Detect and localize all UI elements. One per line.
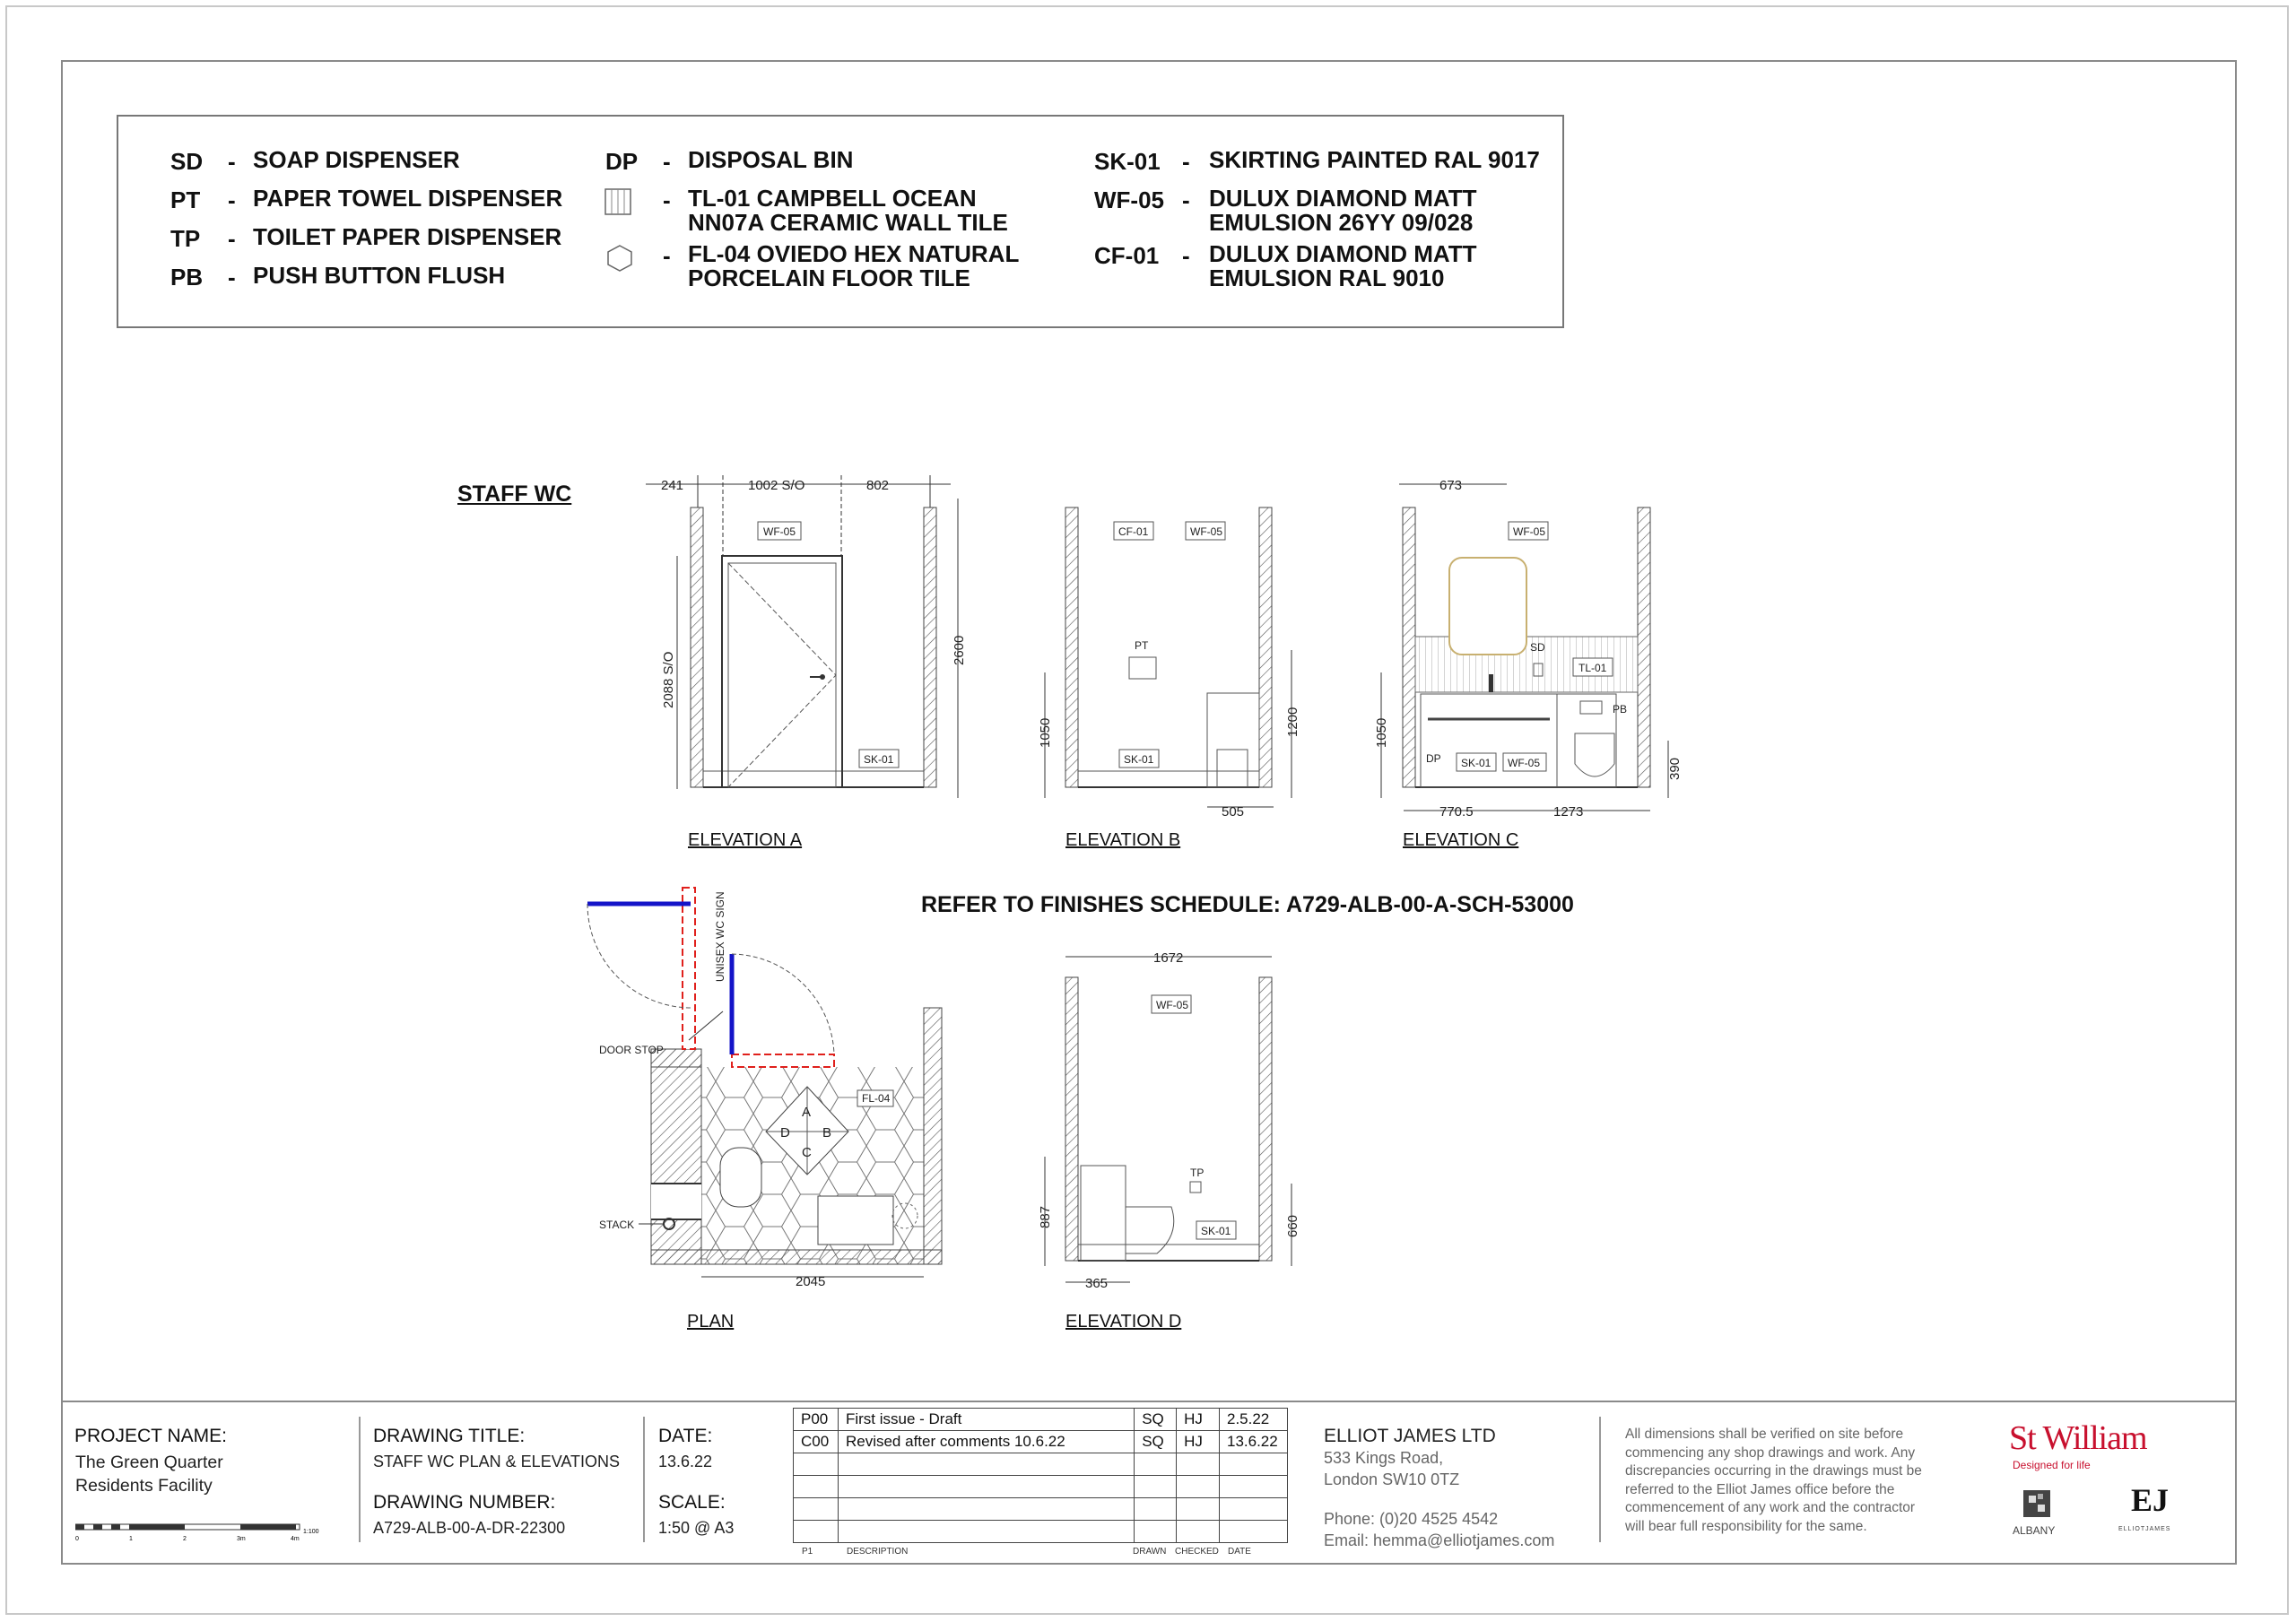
tag-a-sk: SK-01: [864, 753, 894, 766]
legend-code: SD: [170, 148, 204, 175]
legend-desc: PUSH BUTTON FLUSH: [253, 262, 506, 289]
tag-b-pt: PT: [1135, 639, 1149, 652]
albany-logo-text: ALBANY: [2013, 1524, 2056, 1537]
rev-desc: [838, 1521, 1134, 1543]
legend-code: TP: [170, 225, 201, 252]
rev-date: 13.6.22: [1220, 1431, 1288, 1453]
rev-drawn: SQ: [1135, 1409, 1177, 1431]
tag-c-wf: WF-05: [1513, 525, 1545, 538]
refer-note: REFER TO FINISHES SCHEDULE: A729-ALB-00-A-SCH-53000: [921, 892, 1574, 917]
plan-door-stop: DOOR STOP: [599, 1044, 664, 1056]
dim-c-top: 673: [1439, 478, 1463, 493]
plan-label: PLAN: [687, 1312, 735, 1331]
tag-b-sk: SK-01: [1124, 753, 1154, 766]
legend-dash: -: [1182, 148, 1190, 175]
rev-header-drawn: DRAWN: [1133, 1547, 1167, 1557]
dim-b-h2: 1200: [1285, 707, 1300, 737]
rev-desc: [838, 1498, 1134, 1521]
drawing-title: STAFF WC PLAN & ELEVATIONS: [373, 1453, 621, 1470]
dim-d-h1: 887: [1038, 1205, 1053, 1228]
rev-header-p: P1: [802, 1547, 813, 1557]
plan-tile-b: B: [822, 1125, 832, 1141]
rev-drawn: [1135, 1476, 1177, 1498]
plan-tile-d: D: [780, 1125, 790, 1141]
scale-tick: 4m: [291, 1536, 300, 1542]
rev-id: P00: [794, 1409, 839, 1431]
rev-header-desc: DESCRIPTION: [847, 1547, 909, 1557]
dim-b-h1: 1050: [1038, 717, 1053, 748]
dim-a-left: 241: [661, 478, 684, 493]
rev-date: [1220, 1453, 1288, 1476]
rev-id: [794, 1453, 839, 1476]
rev-desc: [838, 1476, 1134, 1498]
legend-code: PT: [170, 186, 201, 213]
elevation-a-label: ELEVATION A: [688, 830, 803, 850]
scale-tick: 0: [75, 1536, 79, 1542]
revision-row: [794, 1498, 1288, 1521]
tag-c-tl: TL-01: [1578, 662, 1607, 674]
drawing-number: A729-ALB-00-A-DR-22300: [373, 1519, 566, 1537]
rev-date: [1220, 1476, 1288, 1498]
revision-row: [794, 1409, 1288, 1431]
legend-desc: TOILET PAPER DISPENSER: [253, 223, 562, 250]
scale-tick: 3m: [237, 1536, 246, 1542]
rev-date: 2.5.22: [1220, 1409, 1288, 1431]
tag-c-sd: SD: [1530, 641, 1545, 654]
legend-desc: SOAP DISPENSER: [253, 146, 460, 173]
tag-c-sk: SK-01: [1461, 757, 1492, 769]
plan: [587, 888, 942, 1277]
scale-tick: 1: [129, 1536, 133, 1542]
tb-separator: [1599, 1417, 1601, 1542]
dim-a-right: 802: [866, 478, 890, 493]
legend-dash: -: [228, 186, 236, 213]
legend-desc: TL-01 CAMPBELL OCEAN NN07A CERAMIC WALL TILE: [688, 185, 1008, 236]
rev-drawn: [1135, 1521, 1177, 1543]
project-name-2: Residents Facility: [75, 1476, 213, 1496]
plan-fl: FL-04: [862, 1092, 891, 1105]
date-label: DATE:: [658, 1426, 713, 1446]
revision-row: [794, 1431, 1288, 1453]
company-name: ELLIOT JAMES LTD: [1324, 1426, 1496, 1446]
rev-header-checked: CHECKED: [1175, 1547, 1219, 1557]
tag-b-wf: WF-05: [1190, 525, 1222, 538]
elevation-b-label: ELEVATION B: [1065, 830, 1181, 850]
dim-a-height: 2600: [952, 635, 967, 665]
section-heading: STAFF WC: [457, 481, 572, 507]
legend-code: CF-01: [1094, 242, 1160, 269]
dim-plan-w: 2045: [796, 1274, 826, 1289]
plan-tile-c: C: [802, 1145, 812, 1160]
legend-desc: PAPER TOWEL DISPENSER: [253, 185, 563, 212]
rev-checked: [1177, 1521, 1220, 1543]
disclaimer-note: All dimensions shall be verified on site before commencing any shop drawings and work. Any discrepancies occurring in the drawings must be referred to the Elliot James office before the commencement of any work and the contractor will bear full responsibility for the same.: [1625, 1427, 1922, 1534]
dim-c-b1: 770.5: [1439, 804, 1474, 820]
scale-tick: 2: [183, 1536, 187, 1542]
dim-b-w: 505: [1222, 804, 1245, 820]
legend-dash: -: [663, 186, 671, 213]
stwilliam-logo: St William: [2009, 1419, 2147, 1457]
legend-dash: -: [228, 264, 236, 291]
legend-dash: -: [663, 148, 671, 175]
plan-sign-label: UNISEX WC SIGN: [714, 891, 726, 982]
ej-logo-text: ELLIOTJAMES: [2118, 1526, 2171, 1532]
rev-desc: [838, 1453, 1134, 1476]
scale-ratio: 1:100: [303, 1529, 319, 1535]
tag-d-sk: SK-01: [1201, 1225, 1231, 1237]
ej-logo: EJ: [2131, 1482, 2170, 1518]
rev-checked: [1177, 1476, 1220, 1498]
tag-d-wf: WF-05: [1156, 999, 1188, 1011]
tag-a-wf: WF-05: [763, 525, 796, 538]
rev-drawn: [1135, 1498, 1177, 1521]
dim-a-door: 1002 S/O: [748, 478, 805, 493]
plan-tile-a: A: [802, 1105, 812, 1120]
rev-checked: [1177, 1498, 1220, 1521]
date-value: 13.6.22: [658, 1453, 713, 1470]
tag-c-pb: PB: [1613, 703, 1628, 716]
plan-stack: STACK: [599, 1219, 635, 1231]
legend-dash: -: [663, 242, 671, 269]
legend-dash: -: [228, 225, 236, 252]
scale-value: 1:50 @ A3: [658, 1519, 735, 1537]
revision-row: [794, 1453, 1288, 1476]
rev-id: [794, 1521, 839, 1543]
scale-bar: [75, 1521, 344, 1542]
rev-desc: Revised after comments 10.6.22: [838, 1431, 1134, 1453]
titleblock-divider: [61, 1401, 2237, 1402]
project-name-label: PROJECT NAME:: [74, 1426, 227, 1446]
company-address-2: London SW10 0TZ: [1324, 1470, 1460, 1488]
dim-c-b2: 1273: [1553, 804, 1584, 820]
dim-d-w: 1672: [1153, 950, 1184, 966]
rev-drawn: [1135, 1453, 1177, 1476]
rev-checked: HJ: [1177, 1409, 1220, 1431]
legend-desc: FL-04 OVIEDO HEX NATURAL PORCELAIN FLOOR TILE: [688, 240, 1020, 291]
elevation-b: [1045, 507, 1292, 807]
revision-row: [794, 1521, 1288, 1543]
revision-table: [793, 1408, 1288, 1543]
legend-dash: -: [1182, 242, 1190, 269]
scale-label: SCALE:: [658, 1492, 726, 1513]
tb-separator: [643, 1417, 645, 1542]
tag-c-wf2: WF-05: [1508, 757, 1540, 769]
drawing-title-label: DRAWING TITLE:: [373, 1426, 526, 1446]
legend-desc: SKIRTING PAINTED RAL 9017: [1209, 146, 1540, 173]
legend-desc: DISPOSAL BIN: [688, 146, 854, 173]
legend-dash: -: [228, 148, 236, 175]
legend-desc: DULUX DIAMOND MATT EMULSION 26YY 09/028: [1209, 185, 1477, 236]
dim-d-h2: 660: [1285, 1214, 1300, 1237]
tag-d-tp: TP: [1190, 1167, 1205, 1179]
rev-header-date: DATE: [1228, 1547, 1251, 1557]
rev-checked: HJ: [1177, 1431, 1220, 1453]
albany-logo-icon: [2022, 1488, 2052, 1519]
rev-drawn: SQ: [1135, 1431, 1177, 1453]
dim-c-h: 1050: [1374, 717, 1389, 748]
stwilliam-tagline: Designed for life: [2013, 1459, 2091, 1471]
legend-dash: -: [1182, 186, 1190, 213]
legend-code: DP: [605, 148, 639, 175]
rev-desc: First issue - Draft: [838, 1409, 1134, 1431]
elevation-a: [646, 475, 958, 798]
legend-code: PB: [170, 264, 204, 291]
rev-id: [794, 1476, 839, 1498]
dim-a-door-height: 2088 S/O: [661, 651, 676, 708]
legend-code: WF-05: [1094, 186, 1164, 213]
tag-b-cf: CF-01: [1118, 525, 1149, 538]
revision-row: [794, 1476, 1288, 1498]
drawing-number-label: DRAWING NUMBER:: [373, 1492, 556, 1513]
dim-d-b: 365: [1085, 1276, 1109, 1291]
company-address-1: 533 Kings Road,: [1324, 1449, 1444, 1467]
rev-id: C00: [794, 1431, 839, 1453]
project-name-1: The Green Quarter: [75, 1453, 223, 1472]
legend-code: SK-01: [1094, 148, 1161, 175]
tb-separator: [359, 1417, 361, 1542]
company-email: Email: hemma@elliotjames.com: [1324, 1531, 1555, 1549]
legend-desc: DULUX DIAMOND MATT EMULSION RAL 9010: [1209, 240, 1477, 291]
rev-id: [794, 1498, 839, 1521]
rev-checked: [1177, 1453, 1220, 1476]
elevation-d-label: ELEVATION D: [1065, 1312, 1182, 1331]
company-phone: Phone: (0)20 4525 4542: [1324, 1510, 1499, 1528]
rev-date: [1220, 1498, 1288, 1521]
tag-c-dp: DP: [1426, 752, 1441, 765]
elevation-c-label: ELEVATION C: [1403, 830, 1519, 850]
rev-date: [1220, 1521, 1288, 1543]
dim-c-right: 390: [1667, 757, 1683, 780]
